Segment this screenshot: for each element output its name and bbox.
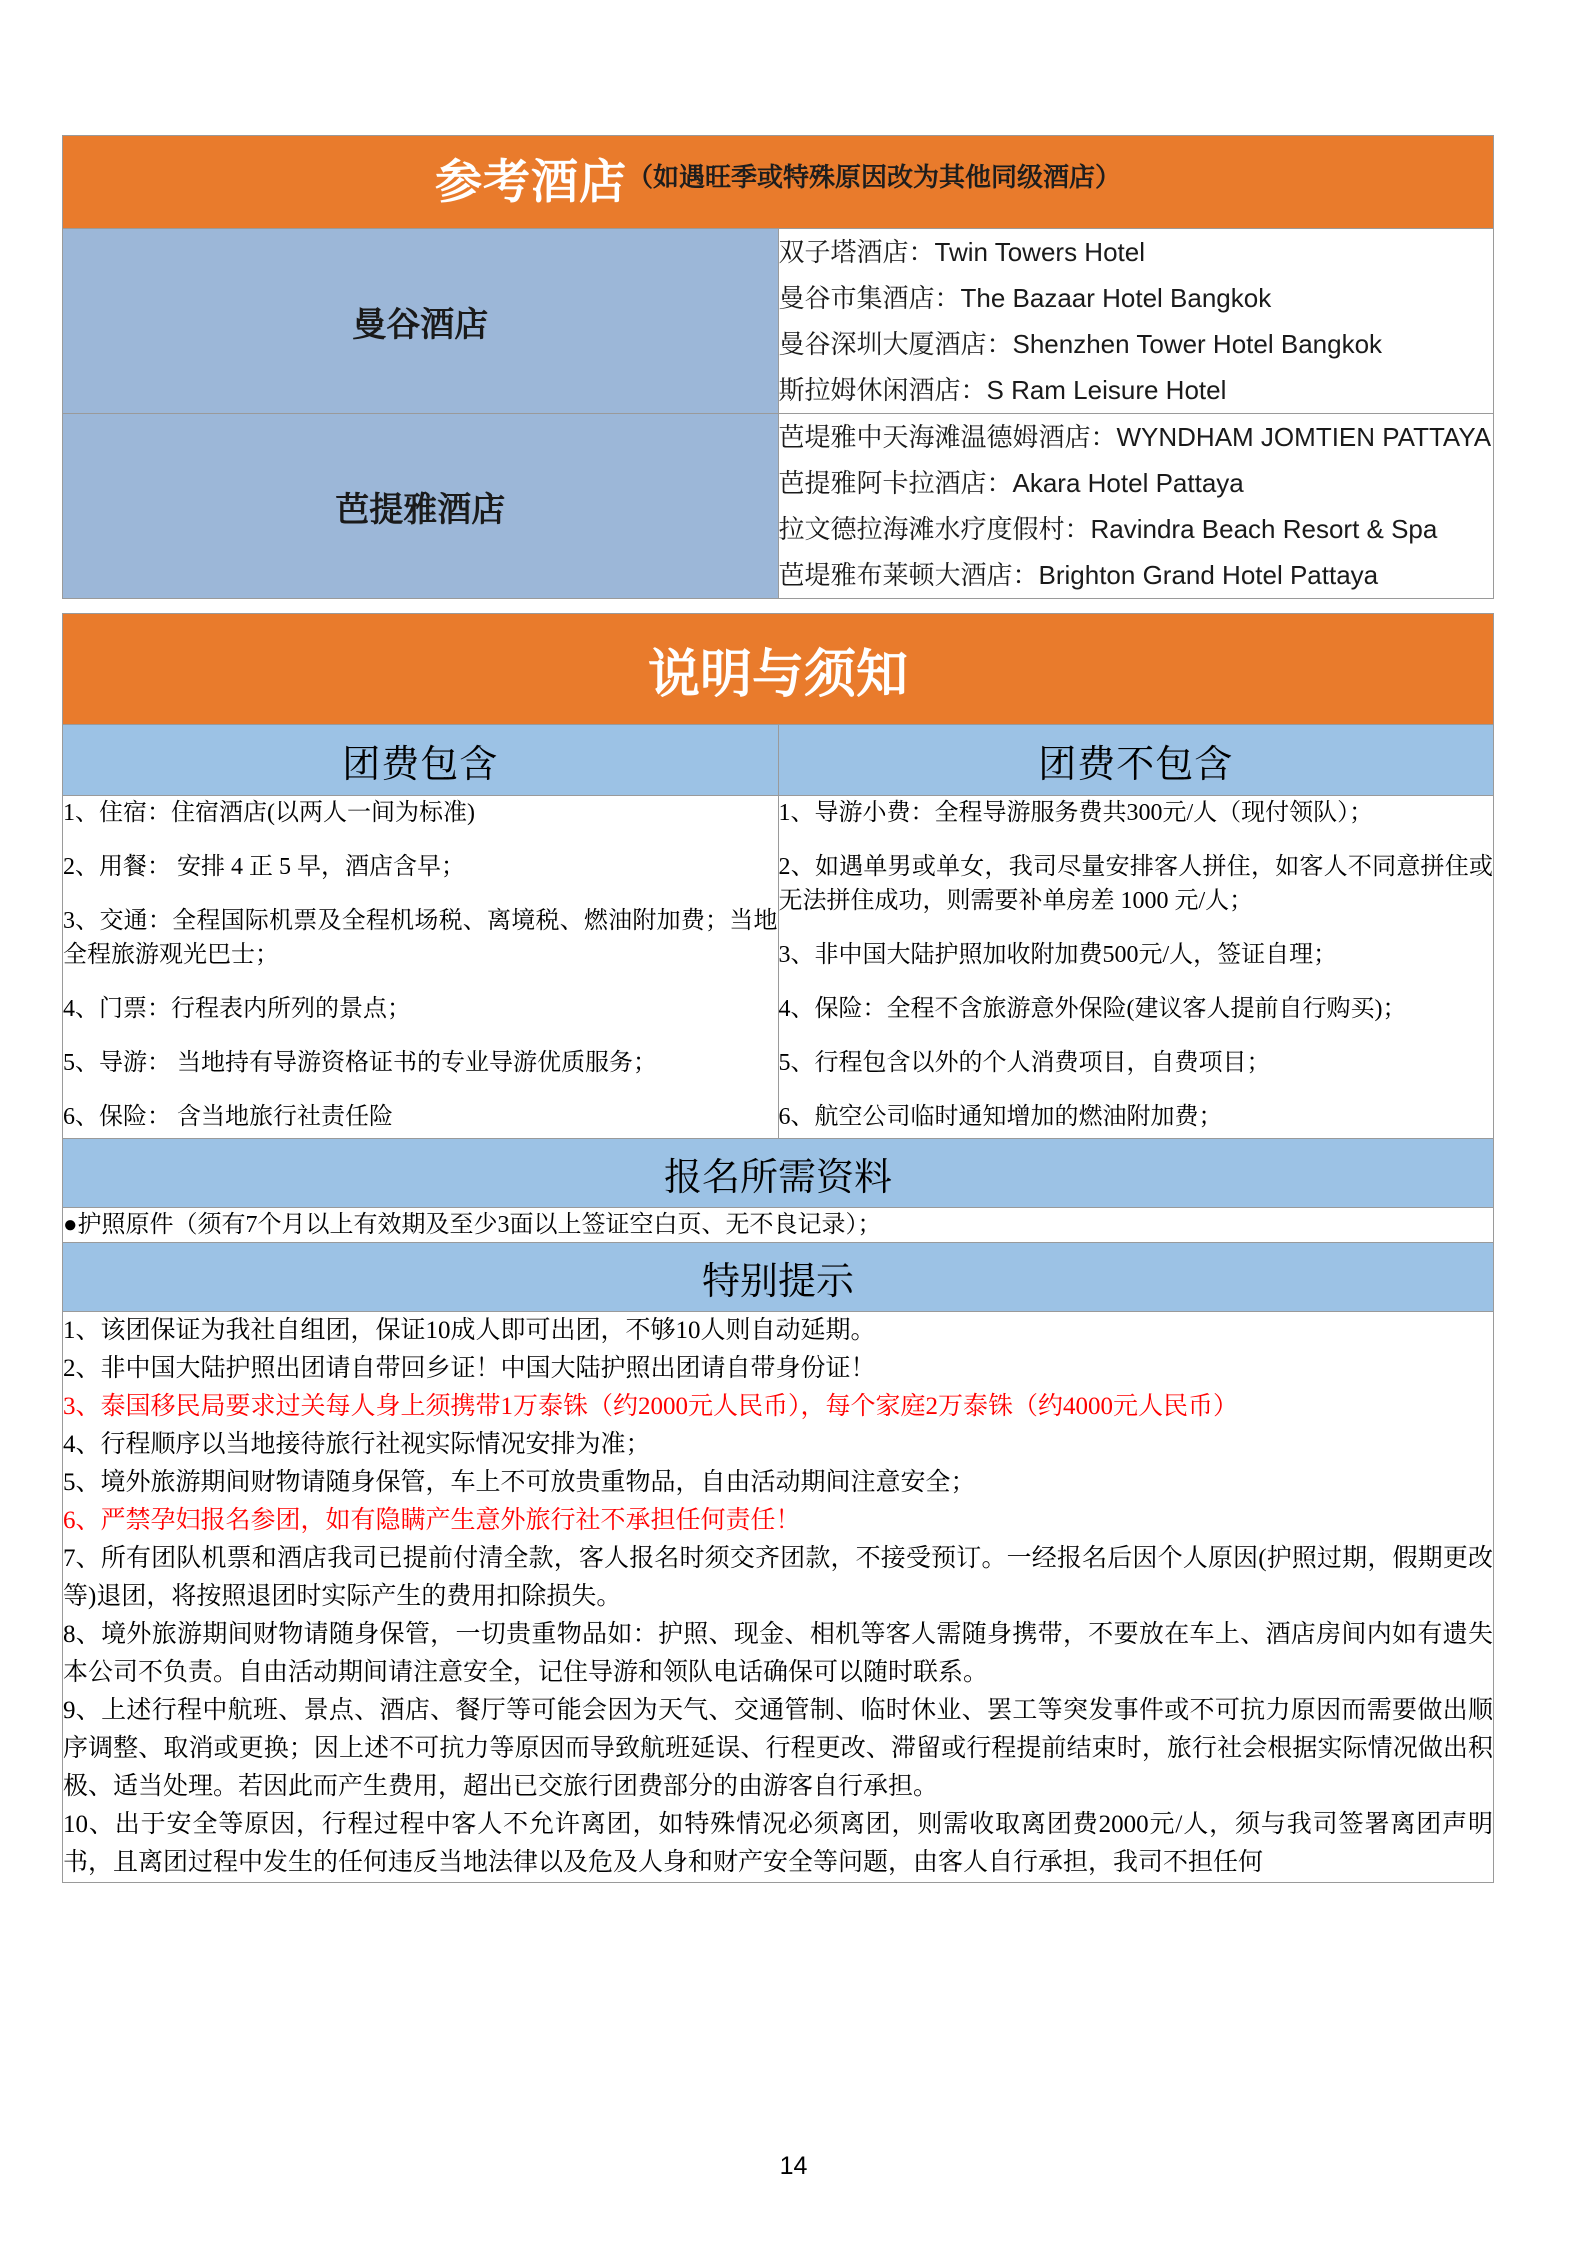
excluded-list bbox=[778, 796, 1494, 1139]
list-item: 2、用餐： 安排 4 正 5 早，酒店含早； bbox=[63, 854, 465, 880]
special-tips-header: 特别提示 bbox=[63, 1243, 1494, 1312]
list-item: 2、如遇单男或单女，我司尽量安排客人拼住，如客人不同意拼住或无法拼住成功，则需要补单房差 1000 元/人； bbox=[778, 854, 1493, 914]
included-list bbox=[63, 796, 779, 1139]
list-item: 5、行程包含以外的个人消费项目，自费项目； bbox=[778, 1050, 1271, 1076]
reference-hotel-note: （如遇旺季或特殊原因改为其他同级酒店） bbox=[626, 163, 1121, 193]
required-materials-body bbox=[63, 1208, 1494, 1243]
notice-table bbox=[62, 613, 1494, 1883]
hotel-city-label-bangkok: 曼谷酒店 bbox=[63, 229, 779, 414]
included-header: 团费包含 bbox=[63, 725, 779, 796]
list-item: 3、非中国大陆护照加收附加费500元/人，签证自理； bbox=[778, 942, 1338, 968]
materials-body-row bbox=[63, 1208, 1494, 1243]
page-number: 14 bbox=[779, 2152, 808, 2180]
list-item: 7、所有团队机票和酒店我司已提前付清全款，客人报名时须交齐团款，不接受预订。一经报名后因个人原因(护照过期，假期更改等)退团，将按照退团时实际产生的费用扣除损失。 bbox=[63, 1545, 1493, 1610]
notice-banner-title: 说明与须知 bbox=[63, 614, 1494, 725]
list-item: 10、出于安全等原因，行程过程中客人不允许离团，如特殊情况必须离团，则需收取离团费2000元/人，须与我司签署离团声明书，且离团过程中发生的任何违反当地法律以及危及人身和财产安全等问题，由客人自行承担，我司不担任何 bbox=[63, 1811, 1493, 1876]
hotel-list-pattaya bbox=[778, 414, 1494, 599]
hotel-city-label-pattaya: 芭提雅酒店 bbox=[63, 414, 779, 599]
list-item: 5、导游： 当地持有导游资格证书的专业导游优质服务； bbox=[63, 1050, 657, 1076]
list-item: 斯拉姆休闲酒店：S Ram Leisure Hotel bbox=[778, 375, 1227, 405]
tips-body-row bbox=[63, 1312, 1494, 1883]
fee-body-row bbox=[63, 796, 1494, 1139]
list-item: 8、境外旅游期间财物请随身保管，一切贵重物品如：护照、现金、相机等客人需随身携带，不要放在车上、酒店房间内如有遗失本公司不负责。自由活动期间请注意安全，记住导游和领队电话确保可以随时联系。 bbox=[63, 1621, 1493, 1686]
content-sheet bbox=[62, 135, 1494, 1883]
materials-header-row bbox=[63, 1139, 1494, 1208]
list-item: 1、导游小费：全程导游服务费共300元/人（现付领队）； bbox=[778, 800, 1374, 826]
list-item: 曼谷深圳大厦酒店：Shenzhen Tower Hotel Bangkok bbox=[778, 329, 1383, 359]
list-item: 芭提雅阿卡拉酒店：Akara Hotel Pattaya bbox=[778, 468, 1244, 498]
list-item-warning: 3、泰国移民局要求过关每人身上须携带1万泰铢（约2000元人民币），每个家庭2万泰铢（约4000元人民币） bbox=[63, 1393, 1239, 1420]
notice-banner-row bbox=[63, 614, 1494, 725]
reference-hotel-banner-row bbox=[63, 136, 1494, 229]
list-item: 1、住宿：住宿酒店(以两人一间为标准) bbox=[63, 800, 475, 826]
required-materials-header: 报名所需资料 bbox=[63, 1139, 1494, 1208]
list-item: ●护照原件（须有7个月以上有效期及至少3面以上签证空白页、无不良记录）； bbox=[63, 1212, 882, 1238]
list-item: 6、航空公司临时通知增加的燃油附加费； bbox=[778, 1104, 1223, 1130]
list-item: 双子塔酒店：Twin Towers Hotel bbox=[778, 237, 1145, 267]
reference-hotel-table bbox=[62, 135, 1494, 599]
hotel-list-bangkok bbox=[778, 229, 1494, 414]
list-item: 芭堤雅布莱顿大酒店：Brighton Grand Hotel Pattaya bbox=[778, 560, 1379, 590]
list-item: 1、该团保证为我社自组团，保证10成人即可出团，不够10人则自动延期。 bbox=[63, 1317, 876, 1344]
list-item: 2、非中国大陆护照出团请自带回乡证！中国大陆护照出团请自带身份证！ bbox=[63, 1355, 876, 1382]
list-item: 4、保险：全程不含旅游意外保险(建议客人提前自行购买)； bbox=[778, 996, 1407, 1022]
reference-hotel-banner bbox=[63, 136, 1494, 229]
list-item: 曼谷市集酒店：The Bazaar Hotel Bangkok bbox=[778, 283, 1272, 313]
list-item: 6、保险： 含当地旅行社责任险 bbox=[63, 1104, 393, 1130]
tips-header-row bbox=[63, 1243, 1494, 1312]
list-item: 3、交通：全程国际机票及全程机场税、离境税、燃油附加费；当地全程旅游观光巴士； bbox=[63, 908, 778, 968]
list-item: 拉文德拉海滩水疗度假村：Ravindra Beach Resort & Spa bbox=[778, 514, 1438, 544]
table-row bbox=[63, 229, 1494, 414]
special-tips-body bbox=[63, 1312, 1494, 1883]
reference-hotel-title: 参考酒店 bbox=[434, 155, 627, 209]
list-item: 9、上述行程中航班、景点、酒店、餐厅等可能会因为天气、交通管制、临时休业、罢工等突发事件或不可抗力原因而需要做出顺序调整、取消或更换；因上述不可抗力等原因而导致航班延误、行程更改、滞留或行程提前结束时，旅行社会根据实际情况做出积极、适当处理。若因此而产生费用，超出已交旅行团费部分的由游客自行承担。 bbox=[63, 1697, 1493, 1800]
fee-header-row bbox=[63, 725, 1494, 796]
list-item: 芭堤雅中天海滩温德姆酒店：WYNDHAM JOMTIEN PATTAYA bbox=[778, 422, 1492, 452]
table-row bbox=[63, 414, 1494, 599]
list-item: 4、门票：行程表内所列的景点； bbox=[63, 996, 411, 1022]
list-item: 4、行程顺序以当地接待旅行社视实际情况安排为准； bbox=[63, 1431, 651, 1458]
list-item-warning: 6、严禁孕妇报名参团，如有隐瞒产生意外旅行社不承担任何责任！ bbox=[63, 1507, 801, 1534]
excluded-header: 团费不包含 bbox=[778, 725, 1494, 796]
list-item: 5、境外旅游期间财物请随身保管，车上不可放贵重物品，自由活动期间注意安全； bbox=[63, 1469, 976, 1496]
